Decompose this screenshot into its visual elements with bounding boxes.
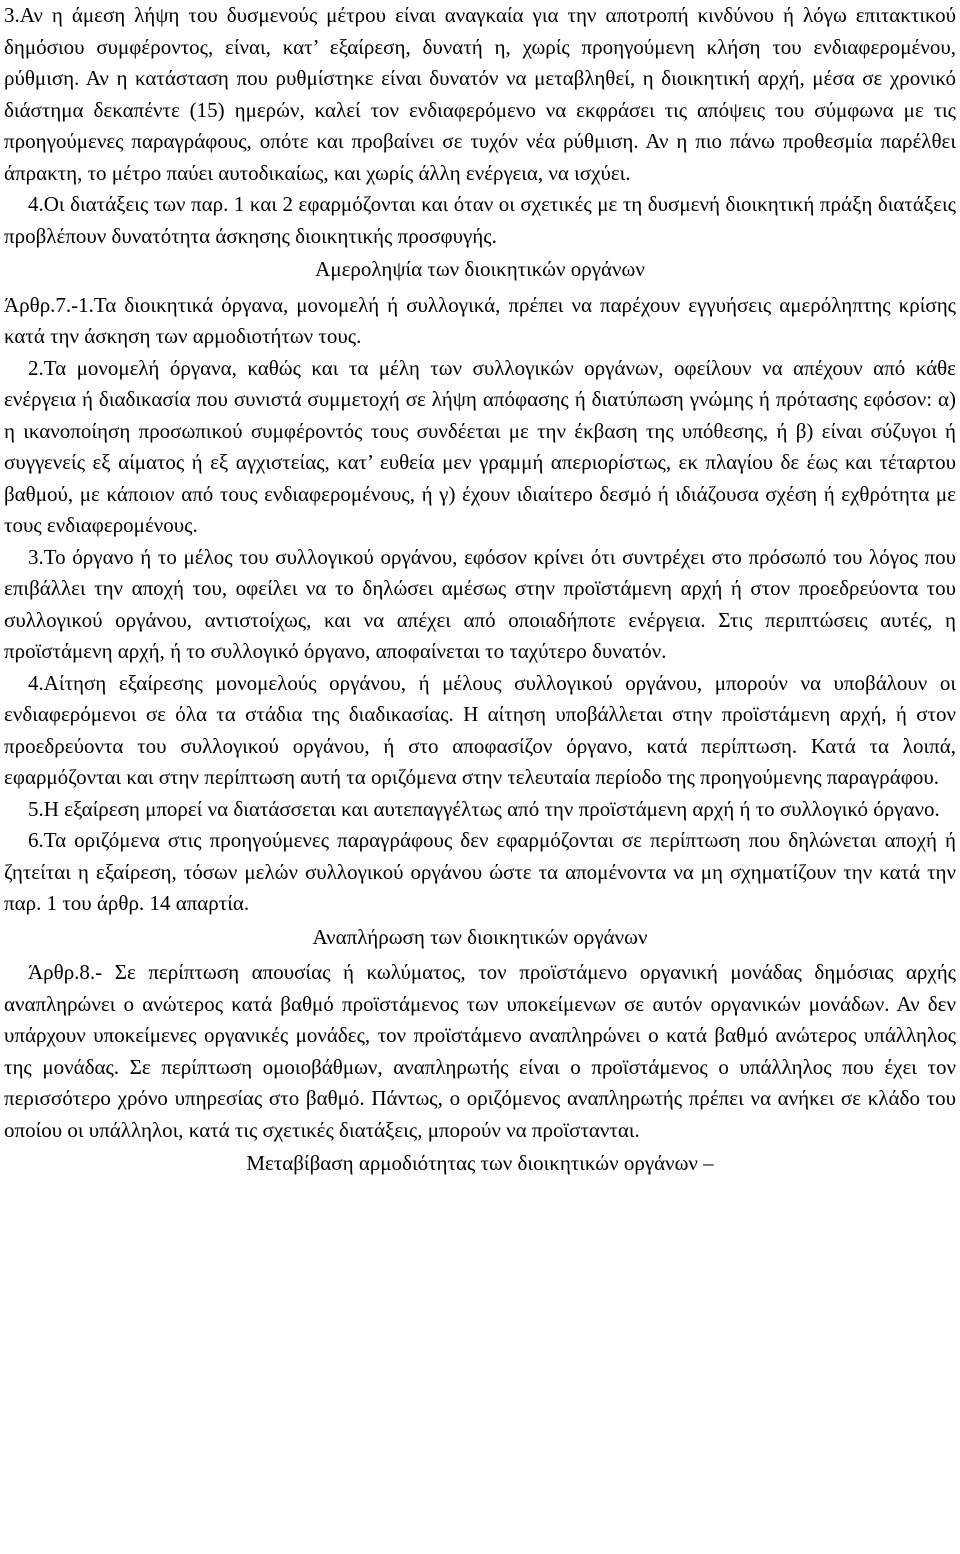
paragraph-art6-3: 3.Αν η άμεση λήψη του δυσμενούς μέτρου είναι αναγκαία για την αποτροπή κινδύνου ή λόγω επιτακτικού δημόσιου συμφέροντος, είναι, κατ’ εξαίρεση, δυνατή η, χωρίς προηγούμενη κλήση του ενδιαφερομένου, ρύθμιση. Αν η κατάσταση που ρυθμίστηκε είναι δυνατόν να μεταβληθεί, η διοικητική αρχή, μέσα σε χρονικό διάστημα δεκαπέντε (15) ημερών, καλεί τον ενδιαφερόμενο να εκφράσει τις απόψεις του σύμφωνα με τις προηγούμενες παραγράφους, οπότε και προβαίνει σε τυχόν νέα ρύθμιση. Αν η πιο πάνω προθεσμία παρέλθει άπρακτη, το μέτρο παύει αυτοδικαίως, και χωρίς άλλη ενέργεια, να ισχύει. [4, 3, 956, 185]
paragraph-art7-6: 6.Τα οριζόμενα στις προηγούμενες παραγράφους δεν εφαρμόζονται σε περίπτωση που δηλώνεται αποχή ή ζητείται η εξαίρεση, τόσων μελών συλλογικού οργάνου ώστε τα απομένοντα να μη σχηματίζουν την κατά την παρ. 1 του άρθρ. 14 απαρτία. [4, 828, 956, 915]
section-heading-transfer: Μεταβίβαση αρμοδιότητας των διοικητικών οργάνων – [246, 1151, 714, 1175]
paragraph-art7-5: 5.Η εξαίρεση μπορεί να διατάσσεται και αυτεπαγγέλτως από την προϊστάμενη αρχή ή το συλλογικό όργανο. [28, 796, 940, 821]
document-page [4, 0, 956, 1184]
paragraph-art7-2: 2.Τα μονομελή όργανα, καθώς και τα μέλη των συλλογικών οργάνων, οφείλουν να απέχουν από κάθε ενέργεια ή διαδικασία που συνιστά συμμετοχή σε λήψη απόφασης ή διατύπωση γνώμης ή πρότασης εφόσον: α) η ικανοποίηση προσωπικού συμφέροντός τους συνδέεται με την έκβαση της υπόθεσης, ή β) είναι σύζυγοι ή συγγενείς εξ αίματος ή εξ αγχιστείας, κατ’ ευθεία μεν γραμμή απεριορίστως, εκ πλαγίου δε έως και τέταρτου βαθμού, με κάποιον από τους ενδιαφερομένους, ή γ) έχουν ιδιαίτερο δεσμό ή ιδιάζουσα σχέση ή εχθρότητα με τους ενδιαφερομένους. [4, 355, 956, 537]
paragraph-art6-4: 4.Οι διατάξεις των παρ. 1 και 2 εφαρμόζονται και όταν οι σχετικές με τη δυσμενή διοικητική πράξη διατάξεις προβλέπουν δυνατότητα άσκησης διοικητικής προσφυγής. [4, 192, 956, 248]
section-heading-substitution: Αναπλήρωση των διοικητικών οργάνων [312, 924, 648, 949]
paragraph-art7-4: 4.Αίτηση εξαίρεσης μονομελούς οργάνου, ή μέλους συλλογικού οργάνου, μπορούν να υποβάλουν οι ενδιαφερόμενοι σε όλα τα στάδια της διαδικασίας. Η αίτηση υποβάλλεται στην προϊστάμενη αρχή, ή στον προεδρεύοντα του συλλογικού οργάνου, ή στο αποφασίζον όργανο, κατά περίπτωση. Κατά τα λοιπά, εφαρμόζονται και στην περίπτωση αυτή τα οριζόμενα στην τελευταία περίοδο της προηγούμενης παραγράφου. [4, 670, 956, 789]
paragraph-art7-1: Άρθρ.7.-1.Τα διοικητικά όργανα, μονομελή ή συλλογικά, πρέπει να παρέχουν εγγυήσεις αμερόληπτης κρίσης κατά την άσκηση των αρμοδιοτήτων τους. [4, 292, 956, 348]
paragraph-art8: Άρθρ.8.- Σε περίπτωση απουσίας ή κωλύματος, τον προϊστάμενο οργανική μονάδας δημόσιας αρχής αναπληρώνει ο ανώτερος κατά βαθμό προϊστάμενος των υποκείμενων σε αυτόν οργανικών μονάδων. Αν δεν υπάρχουν υποκείμενες οργανικές μονάδες, τον προϊστάμενο αναπληρώνει ο κατά βαθμό ανώτερος υπάλληλος της μονάδας. Σε περίπτωση ομοιοβάθμων, αναπληρωτής είναι ο προϊστάμενος ο υπάλληλος που έχει τον περισσότερο χρόνο υπηρεσίας στο βαθμό. Πάντως, ο οριζόμενος αναπληρωτής πρέπει να ανήκει σε κλάδο του οποίου οι υπάλληλοι, κατά τις σχετικές διατάξεις, μπορούν να προϊστανται. [4, 960, 956, 1142]
section-heading-impartiality: Αμεροληψία των διοικητικών οργάνων [315, 257, 645, 281]
paragraph-art7-3: 3.Το όργανο ή το μέλος του συλλογικού οργάνου, εφόσον κρίνει ότι συντρέχει στο πρόσωπό του λόγος που επιβάλλει την αποχή του, οφείλει να το δηλώσει αμέσως στην προϊστάμενη αρχή ή στον προεδρεύοντα του συλλογικού οργάνου, αντιστοίχως, και να απέχει από οποιαδήποτε ενέργεια. Στις περιπτώσεις αυτές, η προϊστάμενη αρχή, ή το συλλογικό όργανο, αποφαίνεται το ταχύτερο δυνατόν. [4, 544, 956, 663]
